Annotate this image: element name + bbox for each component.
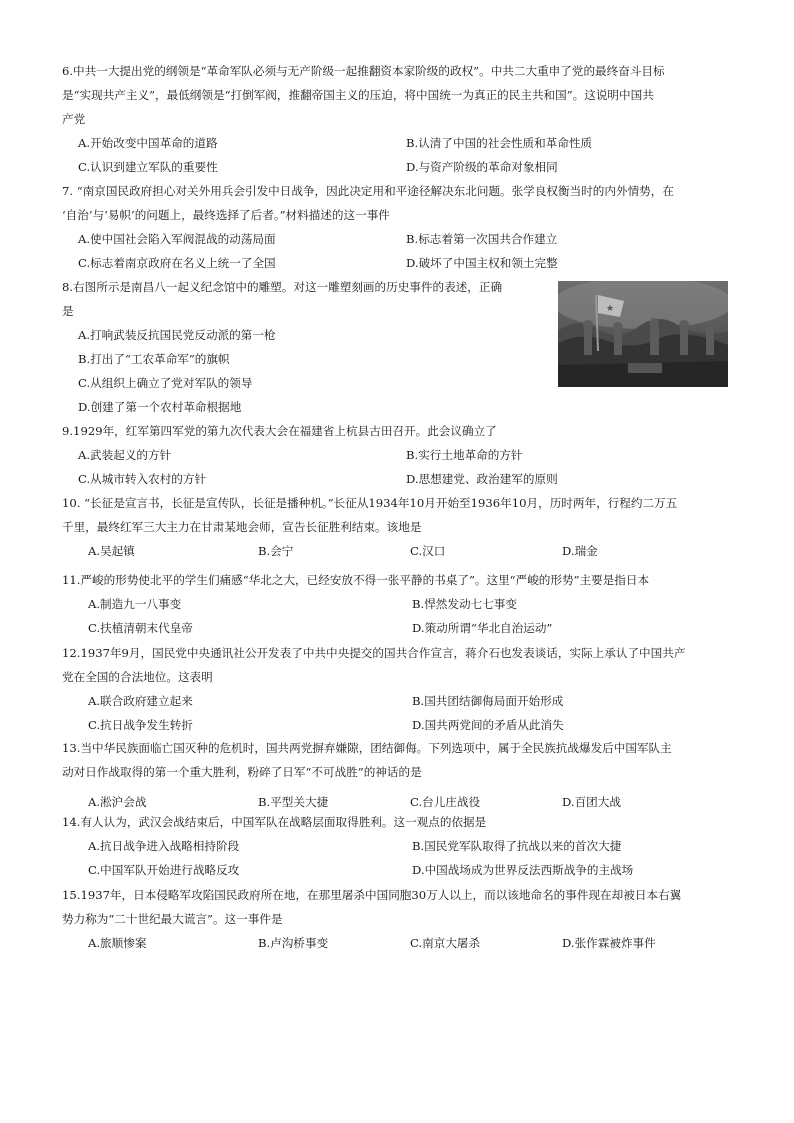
options-row <box>62 155 742 179</box>
options-row <box>62 689 742 713</box>
option-c[interactable]: C.扶植清朝末代皇帝 <box>88 621 193 635</box>
option-b[interactable]: B.打出了“工农革命军”的旗帜 <box>78 352 230 366</box>
option-a[interactable]: A.抗日战争进入战略相持阶段 <box>88 839 240 853</box>
option-b[interactable]: B.平型关大捷 <box>258 795 329 809</box>
option-b[interactable]: B.悍然发动七七事变 <box>412 597 517 611</box>
question-11 <box>62 568 742 640</box>
option-b[interactable]: B.国民党军队取得了抗战以来的首次大捷 <box>412 839 622 853</box>
option-a[interactable]: A.旅顺惨案 <box>88 936 147 950</box>
question-stem: 7. “南京国民政府担心对关外用兵会引发中日战争，因此决定用和平途径解决东北问题。张学良权衡当时的内外情势，在 <box>62 184 674 198</box>
options-row <box>62 131 742 155</box>
options-row <box>62 616 742 640</box>
question-stem: 8.右图所示是南昌八一起义纪念馆中的雕塑。对这一雕塑刻画的历史事件的表述，正确 <box>62 280 503 294</box>
option-b[interactable]: B.认清了中国的社会性质和革命性质 <box>406 136 593 150</box>
option-d[interactable]: D.瑞金 <box>562 544 598 558</box>
option-b[interactable]: B.实行土地革命的方针 <box>406 448 523 462</box>
option-b[interactable]: B.国共团结御侮局面开始形成 <box>412 694 564 708</box>
option-b[interactable]: B.标志着第一次国共合作建立 <box>406 232 558 246</box>
question-15 <box>62 883 742 955</box>
option-c[interactable]: C.中国军队开始进行战略反攻 <box>88 863 240 877</box>
options-row <box>62 467 742 491</box>
option-c[interactable]: C.从组织上确立了党对军队的领导 <box>78 376 253 390</box>
question-stem: 是 <box>62 304 74 318</box>
question-13 <box>62 736 742 814</box>
option-b[interactable]: B.卢沟桥事变 <box>258 936 329 950</box>
option-a[interactable]: A.打响武装反抗国民党反动派的第一枪 <box>78 328 276 342</box>
option-c[interactable]: C.台儿庄战役 <box>410 795 481 809</box>
option-c[interactable]: C.南京大屠杀 <box>410 936 481 950</box>
option-d[interactable]: D.国共两党间的矛盾从此消失 <box>412 718 564 732</box>
option-c[interactable]: C.标志着南京政府在名义上统一了全国 <box>78 256 276 270</box>
question-10 <box>62 491 742 563</box>
question-7 <box>62 179 742 275</box>
option-d[interactable]: D.思想建党、政治建军的原则 <box>406 472 558 486</box>
question-stem: 党在全国的合法地位。这表明 <box>62 670 213 684</box>
option-a[interactable]: A.武装起义的方针 <box>78 448 172 462</box>
option-a[interactable]: A.吴起镇 <box>88 544 135 558</box>
question-stem: 11.严峻的形势使北平的学生们痛感“华北之大，已经安放不得一张平静的书桌了”。这里“严峻的形势”主要是指日本 <box>62 573 650 587</box>
options-row <box>62 443 742 467</box>
question-stem: 6.中共一大提出党的纲领是“革命军队必须与无产阶级一起推翻资本家阶级的政权”。中共二大重申了党的最终奋斗目标 <box>62 64 665 78</box>
option-c[interactable]: C.汉口 <box>410 544 446 558</box>
options-row <box>62 931 742 955</box>
question-stem: 势力称为“二十世纪最大谎言”。这一事件是 <box>62 912 283 926</box>
question-9 <box>62 419 742 491</box>
options-row <box>62 713 742 737</box>
options-row <box>62 395 742 419</box>
option-a[interactable]: A.淞沪会战 <box>88 795 147 809</box>
option-d[interactable]: D.张作霖被炸事件 <box>562 936 656 950</box>
option-d[interactable]: D.策动所谓“华北自治运动” <box>412 621 553 635</box>
option-d[interactable]: D.百团大战 <box>562 795 621 809</box>
option-c[interactable]: C.抗日战争发生转折 <box>88 718 193 732</box>
options-row <box>62 858 742 882</box>
options-row <box>62 227 742 251</box>
sculpture-photo-icon <box>558 281 728 387</box>
option-d[interactable]: D.创建了第一个农村革命根据地 <box>78 400 242 414</box>
option-c[interactable]: C.认识到建立军队的重要性 <box>78 160 218 174</box>
option-d[interactable]: D.中国战场成为世界反法西斯战争的主战场 <box>412 863 634 877</box>
options-row <box>62 539 742 563</box>
question-stem: 产党 <box>62 112 86 126</box>
options-row <box>62 834 742 858</box>
question-stem: 是“实现共产主义”，最低纲领是“打倒军阀，推翻帝国主义的压迫，将中国统一为真正的民主共和国”。这说明中国共 <box>62 88 654 102</box>
option-d[interactable]: D.与资产阶级的革命对象相同 <box>406 160 558 174</box>
question-stem: 13.当中华民族面临亡国灭种的危机时，国共两党摒弃嫌隙，团结御侮。下列选项中，属于全民族抗战爆发后中国军队主 <box>62 741 672 755</box>
option-c[interactable]: C.从城市转入农村的方针 <box>78 472 207 486</box>
sculpture-illustration <box>558 281 728 387</box>
question-stem: 千里，最终红军三大主力在甘肃某地会师，宣告长征胜利结束。该地是 <box>62 520 422 534</box>
question-stem: 15.1937年，日本侵略军攻陷国民政府所在地，在那里屠杀中国同胞30万人以上，而以该地命名的事件现在却被日本右翼 <box>62 888 682 902</box>
flag-star-icon: ★ <box>606 304 615 314</box>
options-row <box>62 592 742 616</box>
question-12 <box>62 641 742 737</box>
question-stem: 14.有人认为，武汉会战结束后，中国军队在战略层面取得胜利。这一观点的依据是 <box>62 815 487 829</box>
question-stem: ‘自治’与‘易帜’的问题上，最终选择了后者。”材料描述的这一事件 <box>62 208 390 222</box>
option-a[interactable]: A.制造九一八事变 <box>88 597 182 611</box>
question-14 <box>62 810 742 882</box>
question-stem: 9.1929年，红军第四军党的第九次代表大会在福建省上杭县古田召开。此会议确立了 <box>62 424 497 438</box>
options-row <box>62 251 742 275</box>
question-stem: 动对日作战取得的第一个重大胜利，粉碎了日军“不可战胜”的神话的是 <box>62 765 422 779</box>
option-d[interactable]: D.破坏了中国主权和领土完整 <box>406 256 558 270</box>
question-stem: 10. “长征是宣言书，长征是宣传队，长征是播种机。”长征从1934年10月开始至1936年10月，历时两年，行程约二万五 <box>62 496 678 510</box>
option-a[interactable]: A.使中国社会陷入军阀混战的动荡局面 <box>78 232 276 246</box>
option-a[interactable]: A.联合政府建立起来 <box>88 694 193 708</box>
option-a[interactable]: A.开始改变中国革命的道路 <box>78 136 218 150</box>
option-b[interactable]: B.会宁 <box>258 544 294 558</box>
question-stem: 12.1937年9月，国民党中央通讯社公开发表了中共中央提交的国共合作宣言，蒋介石也发表谈话，实际上承认了中国共产 <box>62 646 686 660</box>
question-6 <box>62 59 742 179</box>
